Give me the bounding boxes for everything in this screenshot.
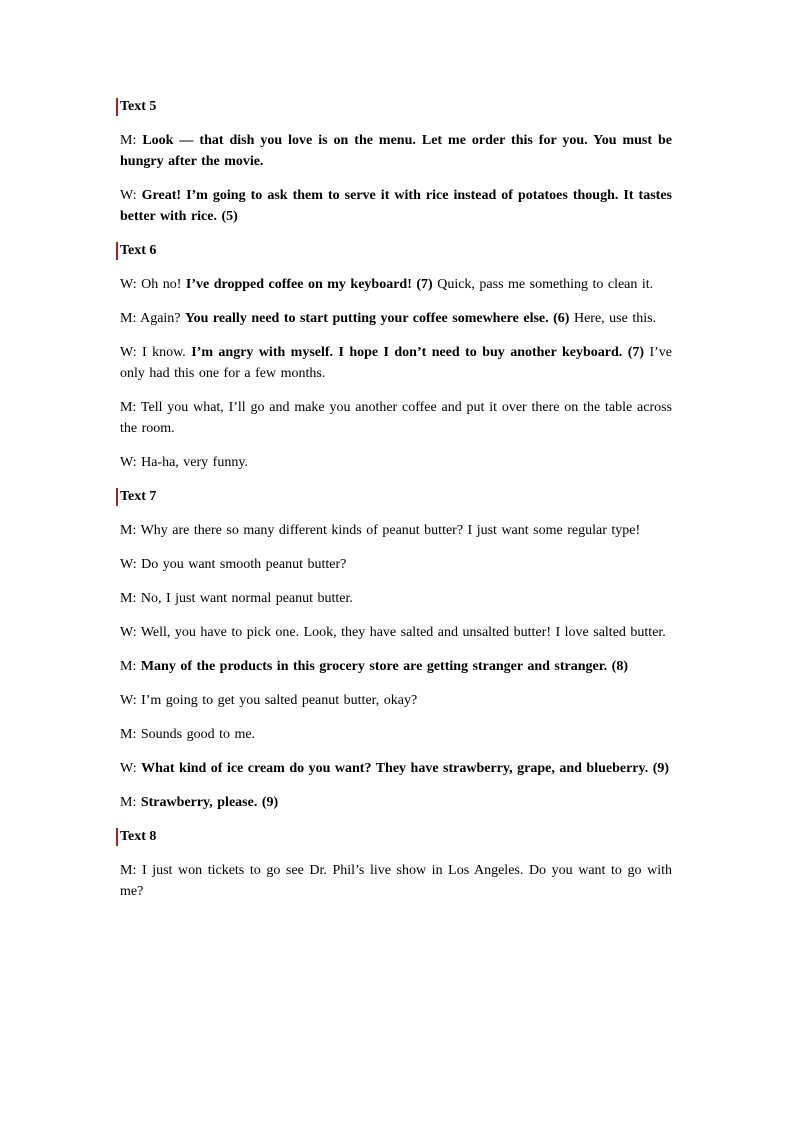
dialogue-line — [120, 758, 672, 779]
section-heading: Text 8 — [120, 826, 672, 847]
emphasized-text: Look — that dish you love is on the menu. Let me order this for you. You must be hungry after the movie. — [120, 133, 672, 169]
dialogue-line — [120, 656, 672, 677]
dialogue-text: Here, use this. — [569, 311, 657, 326]
dialogue-text: Why are there so many different kinds of peanut butter? I just want some regular type! — [140, 523, 641, 538]
speaker-label: M: — [120, 795, 137, 810]
dialogue-text: I’m going to get you salted peanut butter, okay? — [141, 693, 418, 708]
speaker-label: W: — [120, 557, 137, 572]
speaker-label: W: — [120, 625, 137, 640]
emphasized-text: Great! I’m going to ask them to serve it with rice instead of potatoes though. It tastes better with rice. (5) — [120, 188, 672, 224]
emphasized-text: Strawberry, please. (9) — [140, 795, 279, 810]
speaker-label: M: — [120, 727, 137, 742]
speaker-label: M: — [120, 311, 137, 326]
dialogue-line — [120, 185, 672, 227]
speaker-label: M: — [120, 591, 137, 606]
speaker-label: W: — [120, 455, 137, 470]
speaker-label: M: — [120, 133, 137, 148]
dialogue-text: No, I just want normal peanut butter. — [140, 591, 353, 606]
dialogue-line — [120, 452, 672, 473]
dialogue-text: Do you want smooth peanut butter? — [141, 557, 347, 572]
section-heading: Text 6 — [120, 240, 672, 261]
transcript-section — [120, 96, 672, 227]
dialogue-line — [120, 130, 672, 172]
speaker-label: W: — [120, 345, 137, 360]
dialogue-text: Ha-ha, very funny. — [141, 455, 248, 470]
speaker-label: W: — [120, 693, 137, 708]
transcript-section — [120, 826, 672, 902]
dialogue-line — [120, 724, 672, 745]
transcript-body — [120, 96, 672, 915]
emphasized-text: You really need to start putting your coffee somewhere else. (6) — [185, 311, 570, 326]
dialogue-text: Oh no! — [141, 277, 186, 292]
dialogue-line — [120, 860, 672, 902]
dialogue-line — [120, 690, 672, 711]
dialogue-line — [120, 622, 672, 643]
emphasized-text: I’m angry with myself. I hope I don’t need to buy another keyboard. (7) — [191, 345, 645, 360]
dialogue-text: Sounds good to me. — [140, 727, 256, 742]
dialogue-text: I know. — [142, 345, 192, 360]
dialogue-line — [120, 792, 672, 813]
section-heading: Text 7 — [120, 486, 672, 507]
dialogue-text: Tell you what, I’ll go and make you another coffee and put it over there on the table across the room. — [120, 400, 672, 436]
dialogue-line — [120, 554, 672, 575]
dialogue-line — [120, 397, 672, 439]
speaker-label: M: — [120, 863, 137, 878]
speaker-label: W: — [120, 761, 137, 776]
emphasized-text: I’ve dropped coffee on my keyboard! (7) — [185, 277, 433, 292]
dialogue-text: Again? — [140, 311, 186, 326]
speaker-label: W: — [120, 188, 137, 203]
section-heading: Text 5 — [120, 96, 672, 117]
emphasized-text: What kind of ice cream do you want? They have strawberry, grape, and blueberry. (9) — [141, 761, 670, 776]
dialogue-text: Quick, pass me something to clean it. — [432, 277, 654, 292]
dialogue-line — [120, 520, 672, 541]
dialogue-text: I just won tickets to go see Dr. Phil’s live show in Los Angeles. Do you want to go with me? — [120, 863, 672, 899]
transcript-section — [120, 486, 672, 813]
dialogue-line — [120, 588, 672, 609]
dialogue-line — [120, 308, 672, 329]
speaker-label: M: — [120, 523, 137, 538]
dialogue-line — [120, 342, 672, 384]
speaker-label: M: — [120, 400, 137, 415]
speaker-label: W: — [120, 277, 137, 292]
dialogue-line — [120, 274, 672, 295]
dialogue-text: I’ve only had this one for a few months. — [120, 345, 672, 381]
dialogue-text: Well, you have to pick one. Look, they have salted and unsalted butter! I love salted butter. — [140, 625, 666, 640]
transcript-section — [120, 240, 672, 473]
emphasized-text: Many of the products in this grocery store are getting stranger and stranger. (8) — [140, 659, 628, 674]
speaker-label: M: — [120, 659, 137, 674]
